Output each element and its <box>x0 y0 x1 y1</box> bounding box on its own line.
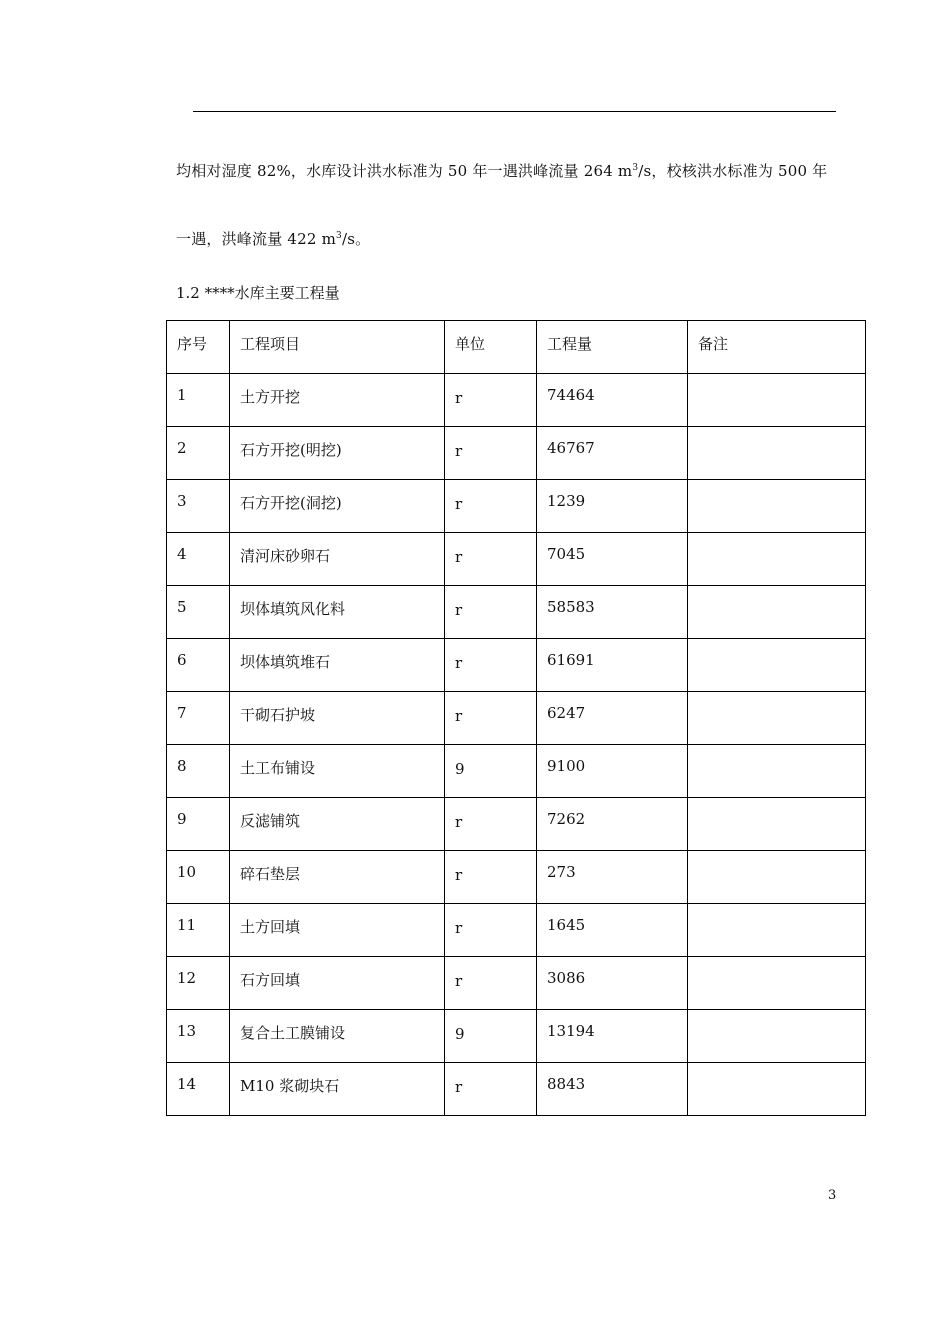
cell-qty: 58583 <box>537 586 688 639</box>
cell-item: 反滤铺筑 <box>230 798 445 851</box>
cell-unit: 9 <box>445 745 537 798</box>
cell-note <box>688 1010 866 1063</box>
cell-qty: 6247 <box>537 692 688 745</box>
cell-unit: r <box>445 374 537 427</box>
cell-item: 土工布铺设 <box>230 745 445 798</box>
cell-no: 4 <box>167 533 230 586</box>
header-qty: 工程量 <box>537 321 688 374</box>
cell-note <box>688 427 866 480</box>
table-row <box>167 427 866 480</box>
table-header-row <box>167 321 866 374</box>
cell-note <box>688 374 866 427</box>
cell-qty: 61691 <box>537 639 688 692</box>
paragraph-text: 一遇，洪峰流量 422 m <box>176 230 336 248</box>
table-row <box>167 745 866 798</box>
cell-no: 1 <box>167 374 230 427</box>
table-row <box>167 480 866 533</box>
cell-no: 3 <box>167 480 230 533</box>
cell-item: 石方开挖(明挖) <box>230 427 445 480</box>
table-row <box>167 533 866 586</box>
table-row <box>167 957 866 1010</box>
table-row <box>167 639 866 692</box>
cell-unit: r <box>445 957 537 1010</box>
section-heading: 1.2 ****水库主要工程量 <box>176 284 340 302</box>
cell-note <box>688 692 866 745</box>
cell-note <box>688 957 866 1010</box>
cell-qty: 7262 <box>537 798 688 851</box>
cell-no: 2 <box>167 427 230 480</box>
cell-qty: 273 <box>537 851 688 904</box>
cell-qty: 3086 <box>537 957 688 1010</box>
cell-item: 坝体填筑堆石 <box>230 639 445 692</box>
cell-no: 10 <box>167 851 230 904</box>
paragraph-text: 均相对湿度 82%，水库设计洪水标准为 50 年一遇洪峰流量 264 m <box>176 162 633 180</box>
table-row <box>167 692 866 745</box>
cell-qty: 13194 <box>537 1010 688 1063</box>
cell-item: 土方回填 <box>230 904 445 957</box>
cell-no: 14 <box>167 1063 230 1116</box>
cell-note <box>688 851 866 904</box>
cell-no: 7 <box>167 692 230 745</box>
paragraph-text: /s。 <box>341 230 371 248</box>
table-row <box>167 798 866 851</box>
header-item: 工程项目 <box>230 321 445 374</box>
cell-unit: 9 <box>445 1010 537 1063</box>
table-row <box>167 851 866 904</box>
cell-unit: r <box>445 798 537 851</box>
cell-qty: 8843 <box>537 1063 688 1116</box>
cell-item: 土方开挖 <box>230 374 445 427</box>
table-row <box>167 1063 866 1116</box>
cell-unit: r <box>445 639 537 692</box>
paragraph-line-1 <box>176 160 827 181</box>
cell-qty: 46767 <box>537 427 688 480</box>
cell-no: 9 <box>167 798 230 851</box>
cell-no: 8 <box>167 745 230 798</box>
cell-unit: r <box>445 586 537 639</box>
cell-item: 清河床砂卵石 <box>230 533 445 586</box>
header-rule <box>193 111 836 112</box>
cell-note <box>688 798 866 851</box>
cell-qty: 9100 <box>537 745 688 798</box>
cell-no: 5 <box>167 586 230 639</box>
cell-item: 坝体填筑风化料 <box>230 586 445 639</box>
cell-note <box>688 904 866 957</box>
cell-note <box>688 1063 866 1116</box>
cell-qty: 1645 <box>537 904 688 957</box>
cell-unit: r <box>445 692 537 745</box>
table-row <box>167 586 866 639</box>
cell-item: 石方回填 <box>230 957 445 1010</box>
cell-item: M10 浆砌块石 <box>230 1063 445 1116</box>
header-no: 序号 <box>167 321 230 374</box>
cell-qty: 74464 <box>537 374 688 427</box>
table-row <box>167 1010 866 1063</box>
cell-qty: 7045 <box>537 533 688 586</box>
cell-unit: r <box>445 427 537 480</box>
table-body <box>167 374 866 1116</box>
page-number: 3 <box>828 1188 837 1203</box>
header-note: 备注 <box>688 321 866 374</box>
superscript: 3 <box>632 163 639 173</box>
cell-item: 石方开挖(洞挖) <box>230 480 445 533</box>
cell-unit: r <box>445 904 537 957</box>
cell-unit: r <box>445 533 537 586</box>
paragraph-text: /s，校核洪水标准为 500 年 <box>638 162 828 180</box>
cell-item: 复合土工膜铺设 <box>230 1010 445 1063</box>
cell-no: 13 <box>167 1010 230 1063</box>
cell-note <box>688 639 866 692</box>
cell-unit: r <box>445 1063 537 1116</box>
cell-no: 6 <box>167 639 230 692</box>
cell-note <box>688 586 866 639</box>
cell-item: 干砌石护坡 <box>230 692 445 745</box>
superscript: 3 <box>336 231 342 241</box>
cell-note <box>688 745 866 798</box>
cell-unit: r <box>445 480 537 533</box>
table-row <box>167 904 866 957</box>
cell-unit: r <box>445 851 537 904</box>
cell-no: 11 <box>167 904 230 957</box>
cell-note <box>688 480 866 533</box>
cell-no: 12 <box>167 957 230 1010</box>
paragraph-line-2 <box>176 228 370 249</box>
header-unit: 单位 <box>445 321 537 374</box>
cell-note <box>688 533 866 586</box>
quantities-table <box>166 320 866 1116</box>
table-row <box>167 374 866 427</box>
cell-qty: 1239 <box>537 480 688 533</box>
cell-item: 碎石垫层 <box>230 851 445 904</box>
